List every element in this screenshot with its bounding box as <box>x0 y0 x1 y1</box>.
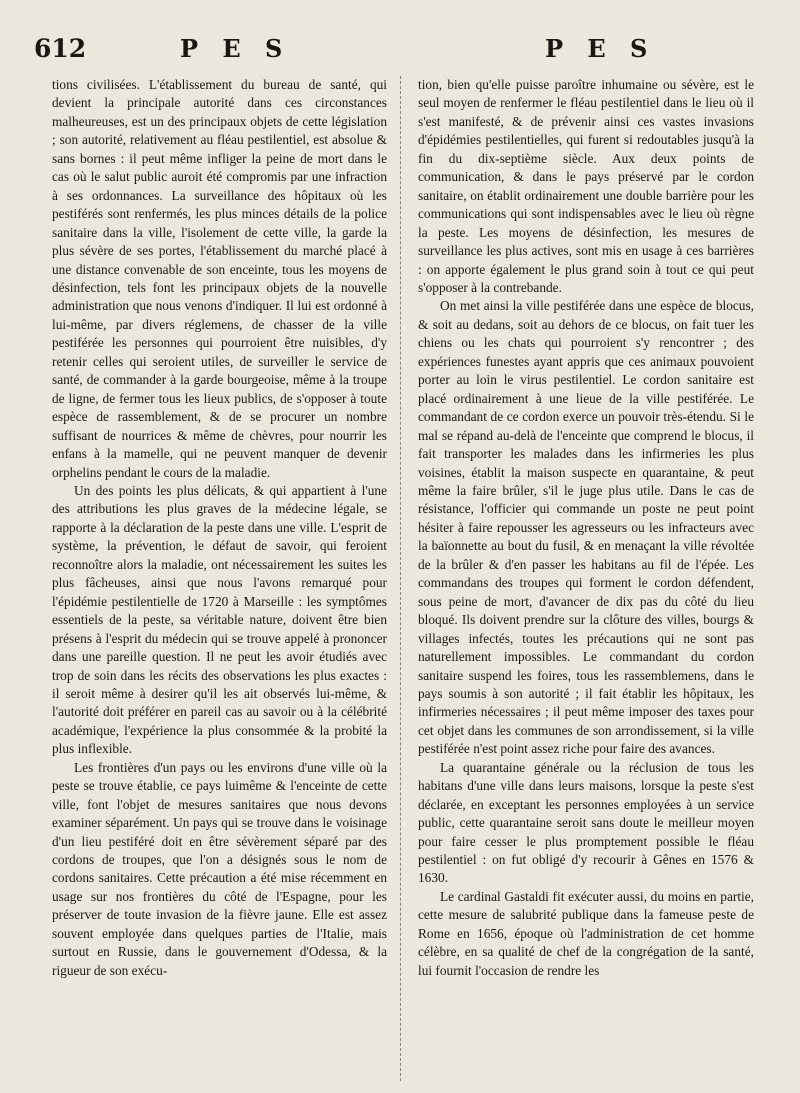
page-number: 612 <box>34 34 87 63</box>
paragraph: Les frontières d'un pays ou les environs d'une ville où la peste se trouve établie, ce pays luimême & l'enceinte de cette ville, font l'objet de mesures sanitaires que nous devons examiner séparément. Un pays qui se trouve dans le voisinage d'un lieu pestiféré doit en être sévèrement séparé par des cordons de troupes, que l'on a désignés sous le nom de cordons sanitaires. Cette précaution a été mise récemment en usage sur nos frontières du côté de l'Espagne, pour les préserver de toute invasion de la fièvre jaune. Elle est assez souvent employée dans quelques parties de l'Italie, mais surtout en Russie, dans le gouvernement d'Odessa, & la rigueur de son exécu- <box>52 759 387 978</box>
paragraph: Le cardinal Gastaldi fit exécuter aussi, du moins en partie, cette mesure de salubrité publique dans la fameuse peste de Rome en 1656, époque où l'administration de cet homme célèbre, en sa qualité de chef de la congrégation de la santé, lui fournit l'occasion de rendre les <box>418 888 754 978</box>
column-divider <box>400 76 401 1081</box>
running-head-left: P E S <box>180 34 291 63</box>
running-head-right: P E S <box>545 34 656 63</box>
paragraph: La quarantaine générale ou la réclusion de tous les habitans d'une ville dans leurs maisons, lorsque la peste s'est déclarée, en exceptant les personnes employées à un service public, cette quarantaine seroit sans doute le meilleur moyen pour faire cesser le plus promptement possible le fléau pestilentiel : on fut obligé d'y recourir à Gênes en 1576 & 1630. <box>418 759 754 886</box>
running-header <box>0 34 800 68</box>
paragraph: Un des points les plus délicats, & qui appartient à l'une des attributions les plus graves de la médecine légale, se rapporte à la déclaration de la peste dans une ville. L'esprit de système, la prévention, le défaut de savoir, qui feroient reconnoître alors la maladie, ont nécessairement les suites les plus fâcheuses, ainsi que nous l'avons remarqué pour l'épidémie pestilentielle de 1720 à Marseille : les symptômes essentiels de la peste, sa véritable nature, doivent être bien présens à l'esprit du médecin qui se trouve appelé à prononcer dans une pareille question. Il ne peut les avoir étudiés avec trop de soin dans les récits des observations les plus exactes : il seroit même à desirer qu'il les ait observés lui-même, & l'autorité doit préférer en pareil cas au savoir ou à la célébrité académique, l'expérience la plus consommée & la probité la plus inflexible. <box>52 482 387 757</box>
paragraph: tions civilisées. L'établissement du bureau de santé, qui devient la principale autorité dans ces circonstances malheureuses, est un des principaux objets de cette législation ; son autorité, relativement au fléau pestilentiel, est absolue & sans bornes : il peut même infliger la peine de mort dans le cas où le salut public auroit été compromis par une infraction à ses ordonnances. La surveillance des hôpitaux où les pestiférés sont renfermés, les plus minces détails de la police sanitaire dans la ville, l'isolement de cette ville, la garde la plus sévère de ses portes, l'établissement du marché placé à une distance convenable de son enceinte, tous les moyens de désinfection, tels font les principaux objets de la nouvelle administration que nous venons d'indiquer. Il lui est ordonné à lui-même, par divers réglemens, de chasser de la ville pestiférée les personnes qui pourroient être nuisibles, d'y retenir celles qui seroient utiles, de surveiller le service de santé, de commander à la garde bourgeoise, même à la troupe de ligne, de fermer tous les lieux publics, de s'opposer à toute espèce de rassemblement, & de se procurer un nombre suffisant de nourrices & même de chèvres, pour nourrir les enfans à la mamelle, qui ne peuvent manquer de devenir orphelins pendant le cours de la maladie. <box>52 77 387 480</box>
paragraph: On met ainsi la ville pestiférée dans une espèce de blocus, & soit au dedans, soit au dehors de ce blocus, on fait tuer les chiens ou les chats qui pourroient s'y rencontrer ; des expériences funestes ayant appris que ces animaux pouvoient porter au loin le virus pestilentiel. Le cordon sanitaire est placé ordinairement à une lieue de la ville pestiférée. Le commandant de ce cordon exerce un pouvoir très-étendu. Si le mal se répand au-delà de l'enceinte que comprend le blocus, il fait transporter les malades dans les infirmeries les plus voisines, établit la maison suspecte en quarantaine, & peut même la faire brûler, s'il le juge plus utile. Dans le cas de résistance, l'officier qui commande un poste ne peut point hésiter à faire repousser les agresseurs ou les infracteurs avec la baïonnette au bout du fusil, & en menaçant la ville révoltée de la brûler & d'en passer les habitans au fil de l'épée. Les commandans des troupes qui forment le cordon défendent, sous peine de mort, d'avancer de dix pas du côté du lieu bloqué. Ils doivent prendre sur la clôture des villes, bourgs & villages infectés, toutes les précautions qui ne sont pas naturellement impossibles. Le commandant du cordon sanitaire suspend les foires, tous les rassemblemens, dans le pays soumis à son autorité ; il fait établir les hôpitaux, les infirmeries nécessaires ; il peut même imposer des taxes pour cet objet dans les communes de son arrondissement, si la ville pestiférée n'est point assez riche pour faire des avances. <box>418 298 754 757</box>
left-column <box>52 76 387 1081</box>
right-column <box>418 76 754 1081</box>
paragraph: tion, bien qu'elle puisse paroître inhumaine ou sévère, est le seul moyen de renfermer le fléau pestilentiel dans le lieu où il s'est manifesté, & de prévenir ainsi ces vastes invasions d'épidémies pestilentielles, qui furent si redoutables jusqu'à la fin du dix-septième siècle. Aux deux points de communication, & dans le pays préservé par le cordon sanitaire, on établit ordinairement une double barrière pour les communications qui sont indispensables avec le lieu où règne la peste. Les moyens de désinfection, les mesures de surveillance les plus actives, sont mis en usage à ces barrières : on apporte également le plus grand soin à tout ce qui peut s'opposer à la contrebande. <box>418 77 754 295</box>
